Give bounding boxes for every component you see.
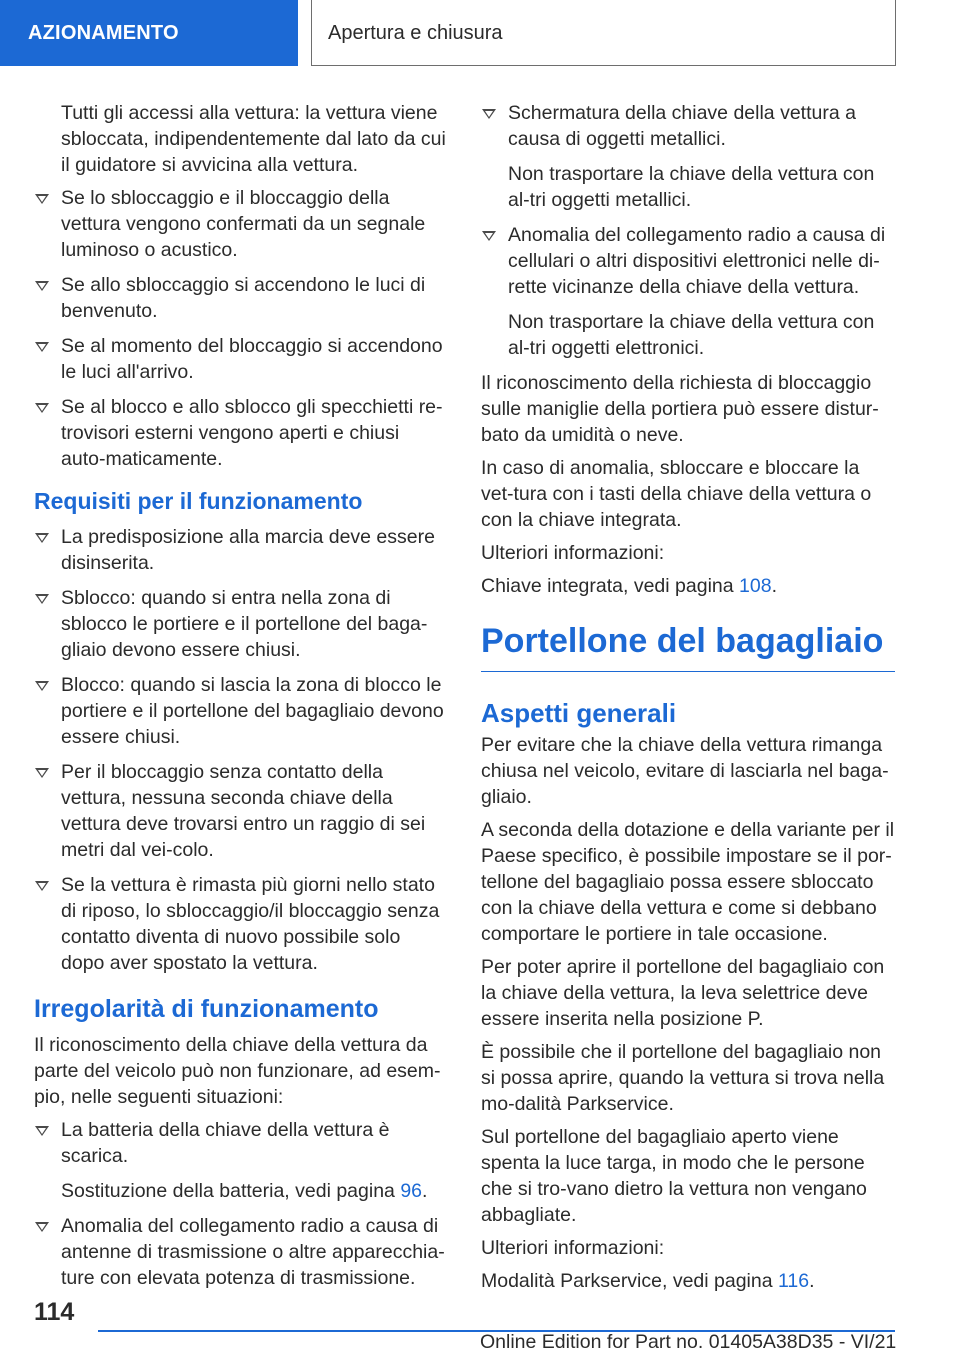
section-tab[interactable]: AZIONAMENTO	[0, 0, 298, 66]
page-header	[0, 0, 960, 66]
triangle-bullet-icon	[35, 1126, 49, 1136]
chapter-tab[interactable]: Apertura e chiusura	[311, 0, 896, 66]
edition-footer: Online Edition for Part no. 01405A38D35 - VI/21	[480, 1331, 897, 1353]
list-item: Blocco: quando si lascia la zona di blocco le portiere e il portellone del bagagliaio devono essere chiusi.	[34, 672, 448, 750]
triangle-bullet-icon	[35, 1222, 49, 1232]
list-item: Sblocco: quando si entra nella zona di sblocco le portiere e il portellone del baga-gliaio devono essere chiusi.	[34, 585, 448, 663]
paragraph: Per evitare che la chiave della vettura rimanga chiusa nel veicolo, evitare di lasciarla nel baga-gliaio.	[481, 734, 889, 808]
triangle-bullet-icon	[35, 594, 49, 604]
heading-portellone: Portellone del bagagliaio	[481, 619, 895, 672]
paragraph: Il riconoscimento della richiesta di bloccaggio sulle maniglie della portiera può essere distur-bato da umidità o neve.	[481, 372, 879, 446]
batteria-reference: Sostituzione della batteria, vedi pagina 96.	[61, 1180, 428, 1202]
triangle-bullet-icon	[35, 881, 49, 891]
list-item: La batteria della chiave della vettura è scarica.	[34, 1117, 448, 1169]
list-item: Se la vettura è rimasta più giorni nello stato di riposo, lo sbloccaggio/il bloccaggio senza contatto diventa di nuovo possibile solo dopo aver spostato la vettura.	[34, 872, 448, 976]
paragraph: In caso di anomalia, sbloccare e bloccare la vet-tura con i tasti della chiave della vettura o con la chiave integrata.	[481, 457, 872, 531]
heading-irregolarita: Irregolarità di funzionamento	[34, 995, 379, 1023]
triangle-bullet-icon	[482, 231, 496, 241]
page-link-108[interactable]: 108	[739, 575, 772, 597]
list-item: La predisposizione alla marcia deve essere disinserita.	[34, 524, 448, 576]
heading-aspetti-generali: Aspetti generali	[481, 698, 677, 728]
page-link-116[interactable]: 116	[778, 1270, 810, 1292]
irregolarita-paragraph: Il riconoscimento della chiave della vettura da parte del veicolo può non funzionare, ad esem-pio, nelle seguenti situazioni:	[34, 1034, 441, 1108]
triangle-bullet-icon	[482, 109, 496, 119]
list-item: Anomalia del collegamento radio a causa di antenne di trasmissione o altre apparecchia-ture con elevata potenza di trasmissione.	[34, 1213, 448, 1291]
triangle-bullet-icon	[35, 281, 49, 291]
triangle-bullet-icon	[35, 533, 49, 543]
triangle-bullet-icon	[35, 342, 49, 352]
triangle-bullet-icon	[35, 768, 49, 778]
list-item: Anomalia del collegamento radio a causa di cellulari o altri dispositivi elettronici nelle di-rette vicinanze della chiave della vettura.	[481, 222, 895, 300]
list-item: Per il bloccaggio senza contatto della vettura, nessuna seconda chiave della vettura deve trovarsi entro un raggio di sei metri dal vei-colo.	[34, 759, 448, 863]
list-item: Se al blocco e allo sblocco gli specchietti re-trovisori esterni vengono aperti e chiusi auto-maticamente.	[34, 394, 448, 472]
paragraph: Ulteriori informazioni:	[481, 1237, 665, 1259]
paragraph: A seconda della dotazione e della variante per il Paese specifico, è possibile impostare se il por-tellone del bagagliaio possa essere sbloccato con la chiave della vettura e come si debbano comportare le portiere in tale occasione.	[481, 819, 895, 945]
paragraph: Per poter aprire il portellone del bagagliaio con la chiave della vettura, la leva selettrice deve essere inserita nella posizione P.	[481, 956, 885, 1030]
paragraph: Sul portellone del bagagliaio aperto viene spenta la luce targa, in modo che le persone che si tro-vano dietro la vettura non vengano abbagliate.	[481, 1126, 867, 1226]
page-number: 114	[34, 1298, 75, 1326]
chiave-integrata-reference: Chiave integrata, vedi pagina 108.	[481, 575, 777, 597]
right-column	[481, 100, 895, 1301]
list-item: Se lo sbloccaggio e il bloccaggio della vettura vengono confermati da un segnale luminoso o acustico.	[34, 185, 448, 263]
list-item: Schermatura della chiave della vettura a causa di oggetti metallici.	[481, 100, 895, 152]
page-link-96[interactable]: 96	[400, 1180, 423, 1202]
triangle-bullet-icon	[35, 681, 49, 691]
triangle-bullet-icon	[35, 194, 49, 204]
list-item: Se allo sbloccaggio si accendono le luci di benvenuto.	[34, 272, 448, 324]
list-item: Se al momento del bloccaggio si accendono le luci all'arrivo.	[34, 333, 448, 385]
left-column	[34, 100, 448, 1300]
paragraph: È possibile che il portellone del bagagliaio non si possa aprire, quando la vettura si trova nella mo-dalità Parkservice.	[481, 1041, 885, 1115]
heading-requisiti: Requisiti per il funzionamento	[34, 488, 363, 514]
intro-paragraph: Tutti gli accessi alla vettura: la vettura viene sbloccata, indipendentemente dal lato da cui il guidatore si avvicina alla vettura.	[61, 102, 446, 176]
schermatura-note: Non trasportare la chiave della vettura con al-tri oggetti metallici.	[508, 163, 875, 211]
parkservice-reference: Modalità Parkservice, vedi pagina 116.	[481, 1270, 815, 1292]
paragraph: Ulteriori informazioni:	[481, 542, 665, 564]
cellulari-note: Non trasportare la chiave della vettura con al-tri oggetti elettronici.	[508, 311, 875, 359]
triangle-bullet-icon	[35, 403, 49, 413]
